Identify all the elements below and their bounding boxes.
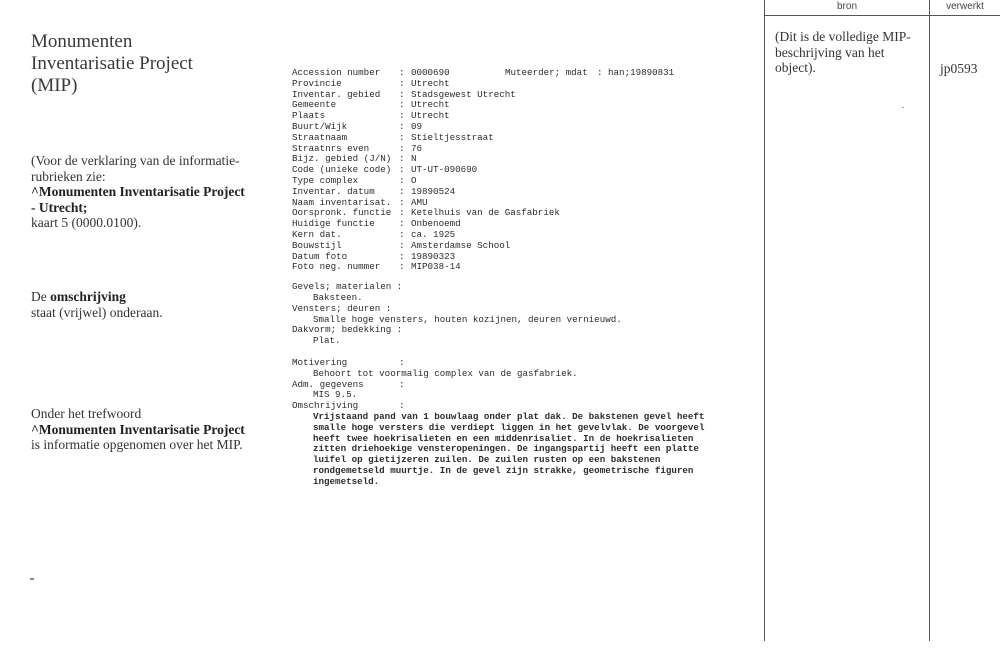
field-colon: :	[399, 67, 405, 78]
verklaring-reference: ^Monumenten Inventarisatie Project - Utrecht;	[31, 184, 245, 215]
field-value: 19890323	[411, 250, 456, 262]
omschrijving-line: Vrijstaand pand van 1 bouwlaag onder plat dak. De bakstenen gevel heeft	[313, 410, 705, 422]
field-colon: :	[399, 196, 405, 208]
field-colon: :	[399, 153, 405, 165]
field-value: 0000690	[411, 67, 450, 78]
section-label: Adm. gegevens	[292, 378, 364, 390]
field-value: N	[411, 153, 417, 165]
field-colon: :	[399, 120, 405, 132]
field-value: Utrecht	[411, 110, 450, 122]
section-label: Gevels; materialen	[292, 281, 392, 293]
record-row	[292, 219, 704, 230]
section-vensters: Vensters; deuren :	[292, 302, 392, 314]
field-colon: :	[399, 250, 405, 262]
column-divider	[929, 0, 930, 641]
field-label: Kern dat.	[292, 228, 342, 240]
verklaring-card: kaart 5 (0000.0100).	[31, 215, 142, 230]
omschrijving-note-pre: De	[31, 289, 47, 304]
field-label: Inventar. gebied	[292, 88, 381, 100]
section-label: Vensters; deuren	[292, 302, 381, 314]
field-value: Utrecht	[411, 77, 450, 89]
field-label: Huidige functie	[292, 218, 375, 230]
field-label: Provincie	[292, 77, 342, 89]
document-title: Monumenten Inventarisatie Project (MIP)	[31, 31, 193, 96]
field-label: Buurt/Wijk	[292, 120, 348, 132]
field-label: Plaats	[292, 110, 326, 122]
field-label: Type complex	[292, 174, 359, 186]
field-value: Utrecht	[411, 99, 450, 111]
field-value: O	[411, 174, 417, 186]
field-value: Onbenoemd	[411, 218, 461, 230]
record-row	[292, 262, 704, 273]
field-label-muteerder: Muteerder; mdat	[505, 67, 588, 78]
record-row-accession	[292, 68, 704, 79]
verklaring-text: (Voor de verklaring van de informatie-rubrieken zie:	[31, 153, 240, 184]
section-gevels: Gevels; materialen :	[292, 281, 403, 293]
field-label: Straatnrs even	[292, 142, 370, 154]
trefwoord-note	[31, 406, 246, 453]
field-colon: :	[399, 207, 405, 219]
field-label: Datum foto	[292, 250, 348, 262]
field-label: Bijz. gebied (J/N)	[292, 153, 392, 165]
field-colon: :	[399, 261, 405, 273]
field-colon: :	[399, 110, 405, 122]
field-colon: :	[399, 174, 405, 186]
section-dakvorm: Dakvorm; bedekking :	[292, 324, 403, 336]
record-row	[292, 90, 704, 101]
verklaring-note	[31, 153, 246, 231]
field-colon: :	[399, 228, 405, 240]
field-label: Foto neg. nummer	[292, 261, 381, 273]
bron-note: (Dit is de volledige MIP-beschrijving van het object).	[775, 29, 911, 75]
field-colon: :	[399, 164, 405, 176]
header-rule	[764, 15, 1000, 16]
record-row	[292, 79, 704, 90]
field-label: Oorspronk. functie	[292, 207, 392, 219]
field-value: AMU	[411, 196, 428, 208]
omschrijving-line: zitten driehoekige vensteropeningen. De ingangspartij heeft een platte	[313, 443, 699, 455]
trefwoord-note-pre: Onder het trefwoord	[31, 406, 142, 421]
omschrijving-line: rondgemetseld muurtje. In de gevel zijn strakke, geometrische figuren	[313, 464, 694, 476]
section-adm: Adm. gegevens :	[292, 378, 405, 390]
field-label: Gemeente	[292, 99, 337, 111]
field-colon: :	[399, 185, 405, 197]
field-value: MIP038-14	[411, 261, 461, 273]
omschrijving-line: heeft twee hoekrisalieten en een middenrisaliet. In de hoekrisalieten	[313, 432, 694, 444]
field-value: Stadsgewest Utrecht	[411, 88, 516, 100]
field-value: 19890524	[411, 185, 456, 197]
omschrijving-line: ingemetseld.	[313, 475, 380, 487]
section-motivering: Motivering :	[292, 356, 405, 368]
field-colon: :	[399, 99, 405, 111]
trefwoord-note-post: is informatie opgenomen over het MIP.	[31, 437, 243, 452]
record-row	[292, 241, 704, 252]
record-row	[292, 187, 704, 198]
section-omschrijving: Omschrijving :	[292, 400, 405, 412]
omschrijving-line: smalle hoge versters die verdiept liggen in het gevelvlak. De voorgevel	[313, 421, 705, 433]
column-divider	[764, 0, 765, 641]
field-colon: :	[399, 131, 405, 143]
field-value: UT-UT-090690	[411, 164, 478, 176]
mip-record	[292, 68, 704, 487]
field-value-muteerder: : han;19890831	[597, 67, 675, 78]
field-value: Ketelhuis van de Gasfabriek	[411, 207, 560, 219]
omschrijving-text	[292, 412, 704, 488]
section-text: Plat.	[313, 335, 341, 347]
field-label: Bouwstijl	[292, 239, 342, 251]
field-label: Naam inventarisat.	[292, 196, 392, 208]
field-label: Code (unieke code)	[292, 164, 392, 176]
record-row	[292, 122, 704, 133]
scan-speck	[902, 107, 904, 108]
field-label: Inventar. datum	[292, 185, 375, 197]
bron-header: bron	[836, 1, 857, 12]
field-value: Stieltjesstraat	[411, 131, 494, 143]
field-colon: :	[399, 88, 405, 100]
record-fields	[292, 79, 704, 273]
record-row	[292, 111, 704, 122]
stray-dot	[30, 578, 34, 580]
section-text: Baksteen.	[313, 291, 363, 303]
omschrijving-note	[31, 289, 246, 320]
section-text: Smalle hoge vensters, houten kozijnen, deuren vernieuwd.	[313, 313, 622, 325]
verwerkt-header: verwerkt	[946, 1, 984, 12]
omschrijving-line: luifel op gietijzeren zuilen. De zuilen rusten op een bakstenen	[313, 454, 661, 466]
field-value: 76	[411, 142, 423, 154]
section-text: Behoort tot voormalig complex van de gasfabriek.	[313, 367, 578, 379]
field-colon: :	[399, 239, 405, 251]
field-label: Straatnaam	[292, 131, 348, 143]
record-row	[292, 133, 704, 144]
record-row	[292, 100, 704, 111]
omschrijving-note-post: staat (vrijwel) onderaan.	[31, 304, 163, 320]
trefwoord-note-keyword: ^Monumenten Inventarisatie Project	[31, 421, 245, 437]
section-text: MIS 9.5.	[313, 389, 358, 401]
verwerkt-code: jp0593	[940, 61, 978, 76]
field-colon: :	[399, 77, 405, 89]
section-label: Dakvorm; bedekking	[292, 324, 392, 336]
section-label: Motivering	[292, 356, 348, 368]
field-label: Accession number	[292, 67, 381, 78]
omschrijving-note-keyword: omschrijving	[50, 289, 126, 304]
section-label: Omschrijving	[292, 400, 359, 412]
field-value: 09	[411, 120, 423, 132]
field-value: ca. 1925	[411, 228, 456, 240]
field-value: Amsterdamse School	[411, 239, 511, 251]
field-colon: :	[399, 218, 405, 230]
field-colon: :	[399, 142, 405, 154]
